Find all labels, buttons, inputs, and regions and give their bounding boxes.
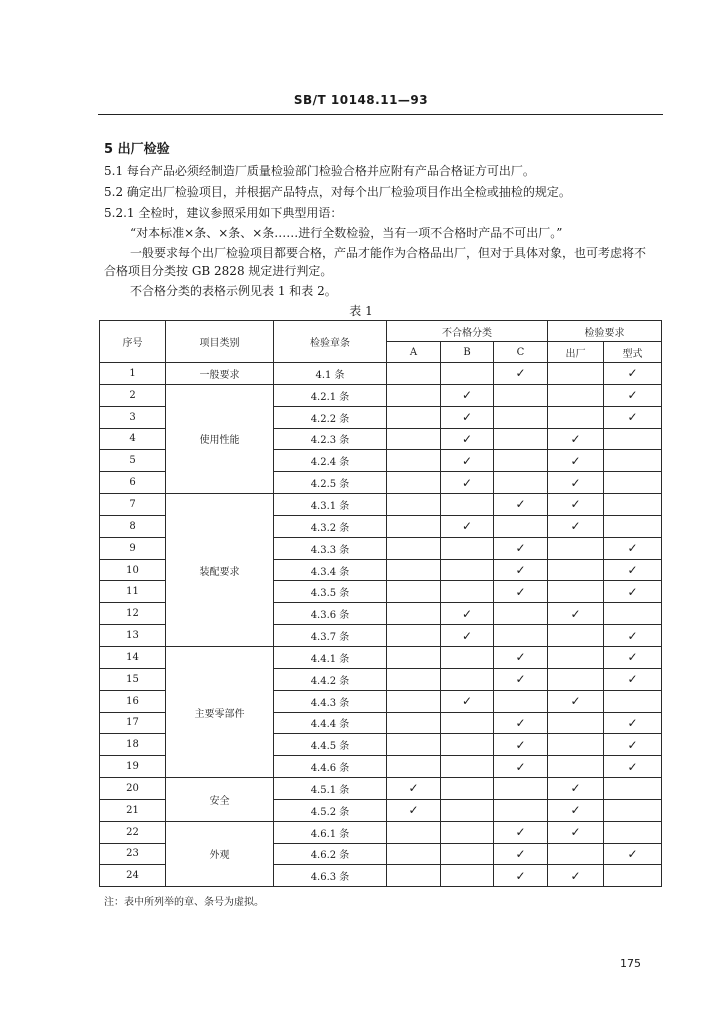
mark-c-cell [494, 581, 548, 603]
clause-ref: 4.1 条 [274, 363, 387, 385]
mark-c-cell [494, 690, 548, 712]
mark-factory-cell [548, 384, 604, 406]
mark-b-cell [441, 515, 494, 537]
mark-type-test-cell [604, 494, 662, 516]
mark-type-test-cell [604, 799, 662, 821]
clause-ref: 4.4.2 条 [274, 668, 387, 690]
header-factory: 出厂 [548, 342, 604, 363]
mark-a-cell [387, 515, 441, 537]
table-note: 注：表中所列举的章、条号为虚拟。 [104, 897, 264, 908]
mark-type-test-cell [604, 756, 662, 778]
row-number: 17 [100, 712, 166, 734]
mark-type-test-cell [604, 515, 662, 537]
clause-ref: 4.3.3 条 [274, 537, 387, 559]
check-mark-icon: ✓ [461, 453, 473, 468]
check-mark-icon: ✓ [627, 846, 638, 861]
table-caption: 表 1 [349, 304, 373, 318]
mark-type-test-cell [604, 450, 662, 472]
mark-b-cell [441, 537, 494, 559]
clause-ref: 4.2.1 条 [274, 384, 387, 406]
mark-a-cell [387, 690, 441, 712]
row-number: 8 [100, 515, 166, 537]
mark-c-cell [494, 515, 548, 537]
mark-c-cell [494, 756, 548, 778]
check-mark-icon: ✓ [570, 868, 581, 883]
mark-type-test-cell [604, 734, 662, 756]
check-mark-icon: ✓ [627, 541, 638, 556]
mark-c-cell [494, 406, 548, 428]
check-mark-icon: ✓ [515, 759, 526, 774]
mark-c-cell [494, 494, 548, 516]
table-body [100, 363, 662, 887]
check-mark-icon: ✓ [515, 672, 526, 687]
mark-c-cell [494, 363, 548, 385]
mark-c-cell [494, 625, 548, 647]
mark-c-cell [494, 668, 548, 690]
mark-factory-cell [548, 778, 604, 800]
clause-ref: 4.4.1 条 [274, 646, 387, 668]
mark-b-cell [441, 559, 494, 581]
mark-c-cell [494, 559, 548, 581]
mark-factory-cell [548, 712, 604, 734]
table-row [100, 646, 662, 668]
check-mark-icon: ✓ [515, 737, 526, 752]
header-seq: 序号 [100, 321, 166, 363]
mark-factory-cell [548, 756, 604, 778]
check-mark-icon: ✓ [461, 431, 473, 446]
mark-type-test-cell [604, 406, 662, 428]
clause-ref: 4.3.7 条 [274, 625, 387, 647]
clause-ref: 4.2.5 条 [274, 472, 387, 494]
row-number: 9 [100, 537, 166, 559]
check-mark-icon: ✓ [461, 388, 473, 403]
clause-ref: 4.6.3 条 [274, 865, 387, 887]
mark-b-cell [441, 581, 494, 603]
mark-a-cell [387, 712, 441, 734]
mark-a-cell [387, 865, 441, 887]
header-a: A [387, 342, 441, 363]
clause-5-1: 5.1 每台产品必须经制造厂质量检验部门检验合格并应附有产品合格证方可出厂。 [104, 164, 535, 178]
mark-type-test-cell [604, 625, 662, 647]
check-mark-icon: ✓ [515, 868, 526, 883]
check-mark-icon: ✓ [627, 388, 638, 403]
mark-type-test-cell [604, 363, 662, 385]
mark-type-test-cell [604, 778, 662, 800]
clause-5-2-1: 5.2.1 全检时，建议参照采用如下典型用语： [104, 206, 343, 220]
check-mark-icon: ✓ [515, 846, 526, 861]
mark-type-test-cell [604, 821, 662, 843]
mark-type-test-cell [604, 428, 662, 450]
mark-factory-cell [548, 363, 604, 385]
mark-type-test-cell [604, 865, 662, 887]
table-row [100, 384, 662, 406]
mark-c-cell [494, 865, 548, 887]
row-number: 10 [100, 559, 166, 581]
check-mark-icon: ✓ [570, 431, 581, 446]
item-category: 使用性能 [166, 384, 274, 493]
check-mark-icon: ✓ [627, 650, 638, 665]
check-mark-icon: ✓ [515, 366, 526, 381]
mark-c-cell [494, 428, 548, 450]
check-mark-icon: ✓ [515, 497, 526, 512]
check-mark-icon: ✓ [461, 694, 473, 709]
check-mark-icon: ✓ [627, 410, 638, 425]
mark-type-test-cell [604, 712, 662, 734]
mark-c-cell [494, 646, 548, 668]
clause-ref: 4.5.1 条 [274, 778, 387, 800]
mark-a-cell [387, 472, 441, 494]
clause-ref: 4.3.4 条 [274, 559, 387, 581]
mark-c-cell [494, 799, 548, 821]
check-mark-icon: ✓ [627, 628, 638, 643]
item-category: 安全 [166, 778, 274, 822]
header-category: 项目类别 [166, 321, 274, 363]
mark-a-cell [387, 559, 441, 581]
standard-code-header: SB/T 10148.11—93 [293, 93, 429, 107]
mark-b-cell [441, 363, 494, 385]
mark-factory-cell [548, 843, 604, 865]
item-category: 外观 [166, 821, 274, 887]
mark-b-cell [441, 603, 494, 625]
check-mark-icon: ✓ [515, 825, 526, 840]
mark-b-cell [441, 668, 494, 690]
mark-b-cell [441, 712, 494, 734]
mark-factory-cell [548, 450, 604, 472]
mark-c-cell [494, 712, 548, 734]
mark-factory-cell [548, 821, 604, 843]
header-c: C [494, 342, 548, 363]
mark-factory-cell [548, 494, 604, 516]
clause-ref: 4.3.6 条 [274, 603, 387, 625]
check-mark-icon: ✓ [461, 519, 473, 534]
clause-ref: 4.4.3 条 [274, 690, 387, 712]
mark-a-cell [387, 646, 441, 668]
mark-a-cell [387, 406, 441, 428]
mark-a-cell [387, 625, 441, 647]
mark-factory-cell [548, 581, 604, 603]
mark-c-cell [494, 472, 548, 494]
row-number: 16 [100, 690, 166, 712]
clause-5-2: 5.2 确定出厂检验项目，并根据产品特点，对每个出厂检验项目作出全检或抽检的规定。 [104, 185, 571, 199]
mark-b-cell [441, 428, 494, 450]
row-number: 20 [100, 778, 166, 800]
clause-ref: 4.3.1 条 [274, 494, 387, 516]
mark-b-cell [441, 406, 494, 428]
row-number: 2 [100, 384, 166, 406]
table-row [100, 363, 662, 385]
mark-a-cell [387, 494, 441, 516]
mark-b-cell [441, 756, 494, 778]
mark-a-cell [387, 843, 441, 865]
row-number: 11 [100, 581, 166, 603]
mark-type-test-cell [604, 581, 662, 603]
check-mark-icon: ✓ [627, 563, 638, 578]
item-category: 装配要求 [166, 494, 274, 647]
mark-b-cell [441, 821, 494, 843]
mark-factory-cell [548, 690, 604, 712]
mark-b-cell [441, 450, 494, 472]
mark-factory-cell [548, 603, 604, 625]
header-rule [98, 114, 663, 115]
check-mark-icon: ✓ [570, 519, 581, 534]
mark-type-test-cell [604, 559, 662, 581]
row-number: 24 [100, 865, 166, 887]
mark-b-cell [441, 472, 494, 494]
check-mark-icon: ✓ [515, 715, 526, 730]
clause-ref: 4.5.2 条 [274, 799, 387, 821]
mark-a-cell [387, 734, 441, 756]
mark-c-cell [494, 734, 548, 756]
row-number: 1 [100, 363, 166, 385]
mark-type-test-cell [604, 603, 662, 625]
clause-ref: 4.6.1 条 [274, 821, 387, 843]
mark-a-cell [387, 363, 441, 385]
mark-a-cell [387, 778, 441, 800]
clause-ref: 4.3.2 条 [274, 515, 387, 537]
clause-ref: 4.2.2 条 [274, 406, 387, 428]
check-mark-icon: ✓ [515, 650, 526, 665]
check-mark-icon: ✓ [515, 563, 526, 578]
check-mark-icon: ✓ [515, 541, 526, 556]
check-mark-icon: ✓ [570, 781, 581, 796]
row-number: 23 [100, 843, 166, 865]
general-requirement-cont: 合格项目分类按 GB 2828 规定进行判定。 [104, 264, 333, 278]
mark-factory-cell [548, 406, 604, 428]
mark-type-test-cell [604, 472, 662, 494]
mark-factory-cell [548, 734, 604, 756]
mark-b-cell [441, 384, 494, 406]
check-mark-icon: ✓ [627, 715, 638, 730]
mark-a-cell [387, 756, 441, 778]
check-mark-icon: ✓ [570, 803, 581, 818]
row-number: 22 [100, 821, 166, 843]
row-number: 19 [100, 756, 166, 778]
mark-a-cell [387, 428, 441, 450]
check-mark-icon: ✓ [627, 366, 638, 381]
clause-ref: 4.2.3 条 [274, 428, 387, 450]
row-number: 21 [100, 799, 166, 821]
check-mark-icon: ✓ [570, 694, 581, 709]
check-mark-icon: ✓ [627, 759, 638, 774]
clause-ref: 4.3.5 条 [274, 581, 387, 603]
page-number: 175 [620, 957, 641, 970]
row-number: 6 [100, 472, 166, 494]
mark-a-cell [387, 821, 441, 843]
mark-type-test-cell [604, 668, 662, 690]
clause-ref: 4.2.4 条 [274, 450, 387, 472]
mark-factory-cell [548, 668, 604, 690]
row-number: 14 [100, 646, 166, 668]
table-row [100, 778, 662, 800]
mark-b-cell [441, 865, 494, 887]
mark-b-cell [441, 734, 494, 756]
mark-factory-cell [548, 865, 604, 887]
mark-factory-cell [548, 625, 604, 647]
item-category: 一般要求 [166, 363, 274, 385]
mark-factory-cell [548, 537, 604, 559]
check-mark-icon: ✓ [627, 672, 638, 687]
defect-classification-table [99, 320, 662, 887]
mark-b-cell [441, 690, 494, 712]
section-title: 5 出厂检验 [104, 142, 170, 157]
mark-a-cell [387, 799, 441, 821]
mark-type-test-cell [604, 537, 662, 559]
mark-b-cell [441, 778, 494, 800]
mark-a-cell [387, 581, 441, 603]
table-reference: 不合格分类的表格示例见表 1 和表 2。 [130, 284, 337, 298]
mark-factory-cell [548, 428, 604, 450]
mark-c-cell [494, 843, 548, 865]
mark-c-cell [494, 537, 548, 559]
mark-type-test-cell [604, 646, 662, 668]
check-mark-icon: ✓ [461, 628, 473, 643]
mark-factory-cell [548, 646, 604, 668]
check-mark-icon: ✓ [408, 781, 419, 796]
check-mark-icon: ✓ [570, 453, 581, 468]
mark-a-cell [387, 384, 441, 406]
mark-b-cell [441, 843, 494, 865]
mark-b-cell [441, 625, 494, 647]
header-defect-class: 不合格分类 [387, 321, 548, 342]
header-clause: 检验章条 [274, 321, 387, 363]
item-category: 主要零部件 [166, 646, 274, 777]
header-inspection-req: 检验要求 [548, 321, 662, 342]
check-mark-icon: ✓ [570, 497, 581, 512]
general-requirement: 一般要求每个出厂检验项目都要合格，产品才能作为合格品出厂，但对于具体对象，也可考虑将不 [130, 246, 647, 260]
row-number: 15 [100, 668, 166, 690]
mark-type-test-cell [604, 690, 662, 712]
row-number: 5 [100, 450, 166, 472]
clause-ref: 4.4.5 条 [274, 734, 387, 756]
clause-ref: 4.4.6 条 [274, 756, 387, 778]
mark-factory-cell [548, 472, 604, 494]
table-row [100, 494, 662, 516]
mark-c-cell [494, 384, 548, 406]
mark-factory-cell [548, 799, 604, 821]
mark-b-cell [441, 646, 494, 668]
check-mark-icon: ✓ [627, 584, 638, 599]
header-type-test: 型式 [604, 342, 662, 363]
mark-a-cell [387, 450, 441, 472]
clause-ref: 4.6.2 条 [274, 843, 387, 865]
check-mark-icon: ✓ [570, 475, 581, 490]
mark-a-cell [387, 603, 441, 625]
mark-type-test-cell [604, 384, 662, 406]
check-mark-icon: ✓ [515, 584, 526, 599]
check-mark-icon: ✓ [461, 475, 473, 490]
clause-ref: 4.4.4 条 [274, 712, 387, 734]
mark-b-cell [441, 494, 494, 516]
row-number: 3 [100, 406, 166, 428]
mark-c-cell [494, 450, 548, 472]
row-number: 4 [100, 428, 166, 450]
check-mark-icon: ✓ [570, 606, 581, 621]
row-number: 13 [100, 625, 166, 647]
table-row [100, 821, 662, 843]
mark-type-test-cell [604, 843, 662, 865]
typical-phrase: “对本标准×条、×条、×条……进行全数检验，当有一项不合格时产品不可出厂。” [130, 226, 563, 240]
row-number: 7 [100, 494, 166, 516]
check-mark-icon: ✓ [408, 803, 419, 818]
mark-c-cell [494, 821, 548, 843]
mark-factory-cell [548, 559, 604, 581]
check-mark-icon: ✓ [627, 737, 638, 752]
header-b: B [441, 342, 494, 363]
row-number: 18 [100, 734, 166, 756]
mark-b-cell [441, 799, 494, 821]
mark-a-cell [387, 537, 441, 559]
check-mark-icon: ✓ [461, 606, 473, 621]
mark-c-cell [494, 778, 548, 800]
check-mark-icon: ✓ [570, 825, 581, 840]
mark-a-cell [387, 668, 441, 690]
row-number: 12 [100, 603, 166, 625]
check-mark-icon: ✓ [461, 410, 473, 425]
mark-c-cell [494, 603, 548, 625]
mark-factory-cell [548, 515, 604, 537]
